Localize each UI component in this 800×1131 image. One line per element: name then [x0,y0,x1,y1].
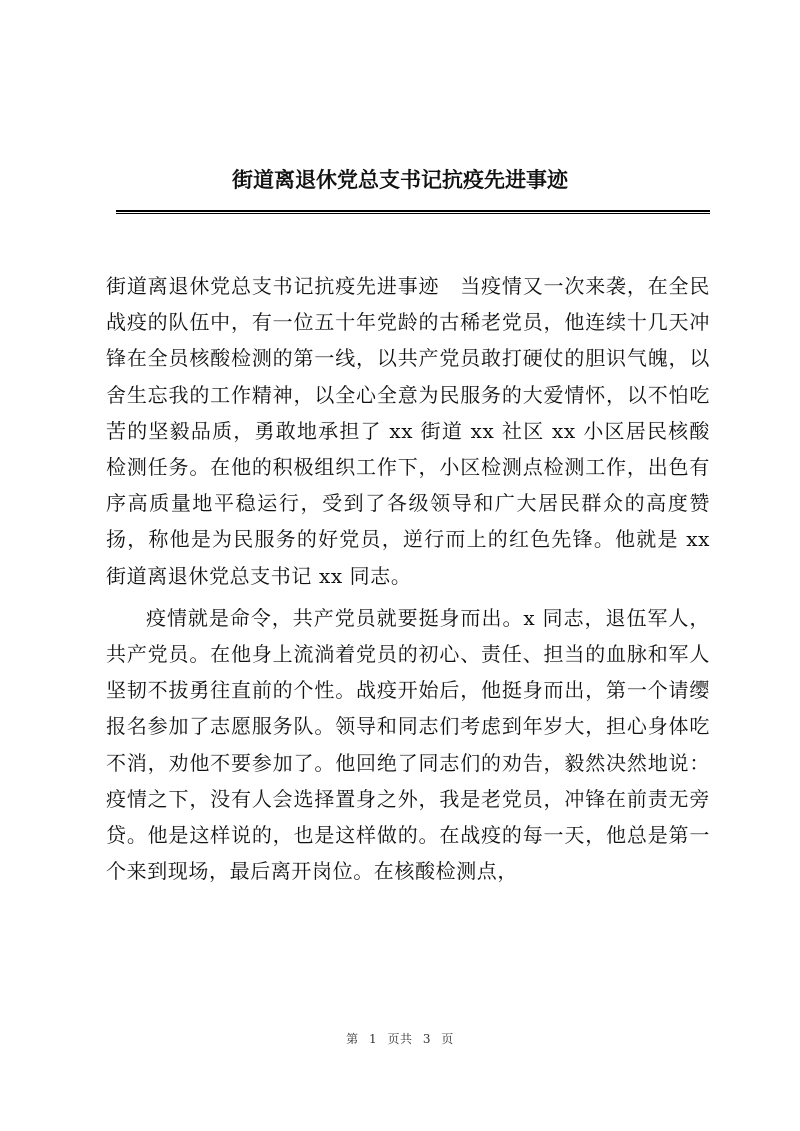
page-footer [0,1030,800,1047]
paragraph-2: 疫情就是命令，共产党员就要挺身而出。x 同志，退伍军人，共产党员。在他身上流淌着党员的初心、责任、担当的血脉和军人坚韧不拔勇往直前的个性。战疫开始后，他挺身而出，第一个请缨报名参加了志愿服务队。领导和同志们考虑到年岁大，担心身体吃不消，劝他不要参加了。他回绝了同志们的劝告，毅然决然地说：疫情之下，没有人会选择置身之外，我是老党员，冲锋在前责无旁贷。他是这样说的，也是这样做的。在战疫的每一天，他总是第一个来到现场，最后离开岗位。在核酸检测点， [106,605,710,884]
footer-prefix: 第 [346,1032,359,1046]
document-title: 街道离退休党总支书记抗疫先进事迹 [232,167,568,192]
footer-page-number: 1 [369,1032,378,1046]
paragraph-1: 街道离退休党总支书记抗疫先进事迹 当疫情又一次来袭，在全民战疫的队伍中，有一位五十年党龄的古稀老党员，他连续十几天冲锋在全员核酸检测的第一线，以共产党员敢打硬仗的胆识气魄，以舍生忘我的工作精神，以全心全意为民服务的大爱情怀，以不怕吃苦的坚毅品质，勇敢地承担了 xx 街道 xx 社区 xx 小区居民核酸检测任务。在他的积极组织工作下，小区检测点检测工作，出色有序高质量地平稳运行，受到了各级领导和广大居民群众的高度赞扬，称他是为民服务的好党员，逆行而上的红色先锋。他就是 xx 街道离退休党总支书记 xx 同志。 [106,274,710,588]
title-divider [116,210,710,214]
document-body [106,268,710,889]
footer-suffix: 页 [441,1032,454,1046]
footer-total-pages: 3 [422,1032,431,1046]
footer-middle: 页共 [387,1032,413,1046]
